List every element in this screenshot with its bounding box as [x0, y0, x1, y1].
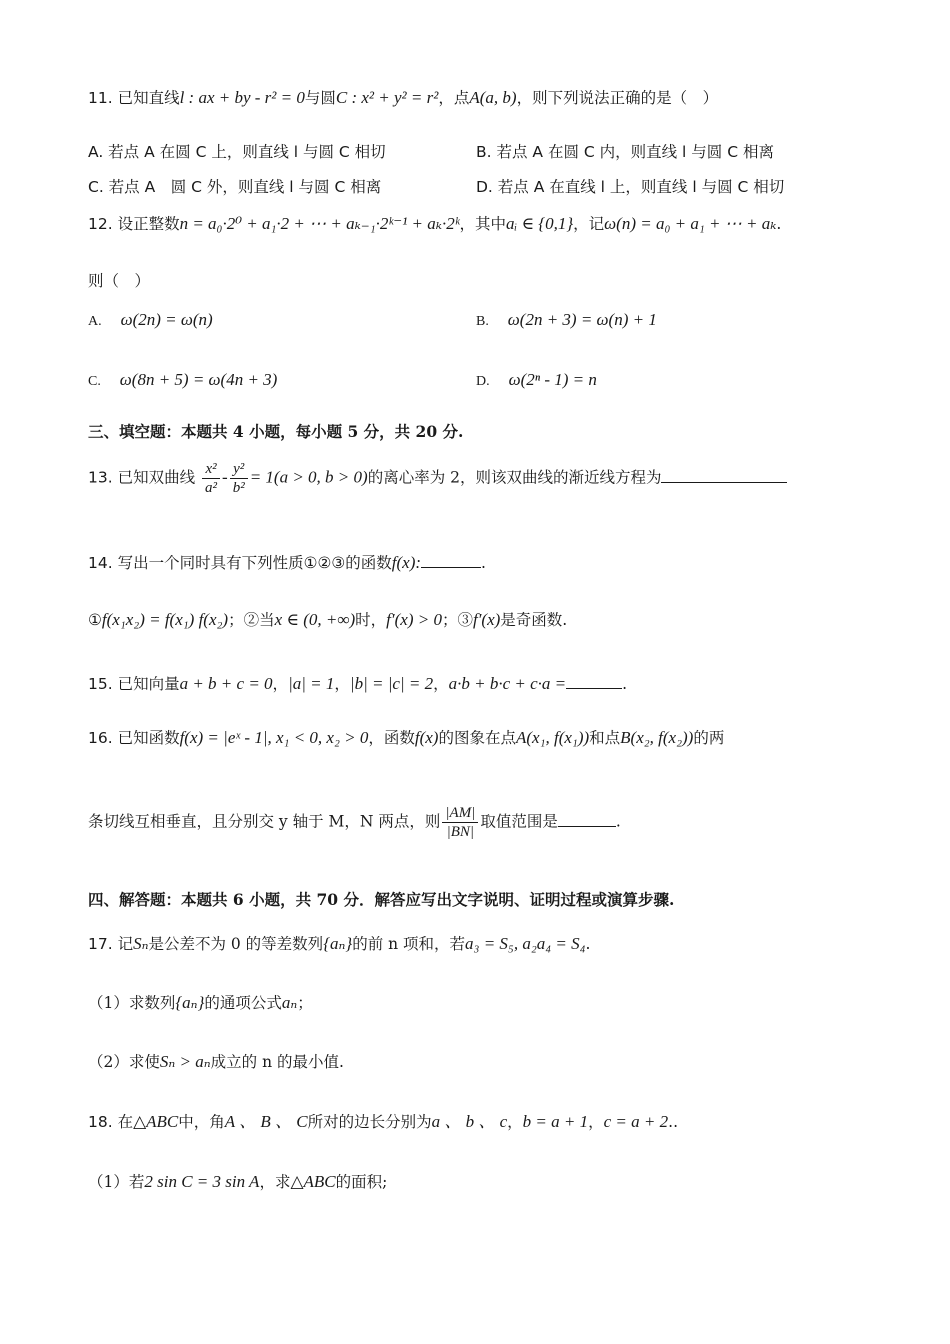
q17-p1-prefix: （1）求数列 [88, 994, 176, 1012]
q17-mid: 是公差不为 0 的等差数列 [148, 935, 324, 953]
q12-option-c [88, 370, 277, 390]
q12-option-a-math: ω(2n) = ω(n) [120, 310, 213, 329]
q12-cond: aᵢ ∈ {0,1} [506, 214, 574, 233]
q13-answer-blank[interactable] [661, 466, 787, 483]
q15-eq2: |a| = 1 [288, 674, 335, 693]
q12-option-b-label: B. [476, 314, 489, 329]
q12-end: . [776, 215, 782, 233]
q14-func: f(x): [391, 553, 422, 572]
q13-prefix: 13. 已知双曲线 [88, 468, 196, 487]
q16-line2 [88, 804, 621, 841]
q15-sep2: ， [433, 675, 449, 693]
q14-properties [88, 610, 567, 630]
q11-option-b: B. 若点 A 在圆 C 内，则直线 l 与圆 C 相离 [476, 143, 774, 161]
q12-prefix: 12. 设正整数 [88, 215, 180, 233]
q18-eq2: c = a + 2 [603, 1112, 669, 1131]
q15-end: . [622, 675, 628, 693]
q15-expr: a·b + b·c + c·a = [448, 674, 567, 693]
q18-p1-eq: 2 sin C = 3 sin A [144, 1172, 260, 1191]
q16-mid: ，函数 [368, 729, 415, 747]
q16-answer-blank[interactable] [558, 810, 616, 827]
q12-then: 则（ ） [88, 272, 151, 290]
q13-minus: - [222, 467, 228, 487]
q17-seq: {aₙ} [323, 934, 353, 953]
q14-p2-prefix: ；②当 [228, 611, 275, 629]
q12-option-a-label: A. [88, 314, 102, 329]
q13-frac-x-den: a² [205, 480, 218, 496]
q16-line2-prefix: 条切线互相垂直，且分别交 y 轴于 M，N 两点，则 [88, 812, 441, 831]
q13-rest-eq: = 1(a > 0, b > 0) [249, 467, 368, 487]
q14-p2-mid: 时， [355, 611, 387, 629]
q12-option-b-math: ω(2n + 3) = ω(n) + 1 [507, 310, 657, 329]
q18-angles: A 、 B 、 C [224, 1112, 308, 1131]
q11-stem [88, 88, 718, 108]
q11-line-eq: l : ax + by - r² = 0 [179, 88, 305, 107]
q15-prefix: 15. 已知向量 [88, 675, 180, 693]
q12-option-d [476, 370, 597, 390]
q13-suffix: 的离心率为 2，则该双曲线的渐近线方程为 [367, 468, 662, 487]
q14-answer-blank[interactable] [421, 551, 481, 568]
q12-mid2: ，记 [573, 215, 605, 233]
q17-p2-prefix: （2）求使 [88, 1053, 160, 1071]
q14-stem [88, 551, 486, 573]
q15-sep: ， [272, 675, 289, 693]
q15-eq1: a + b + c = 0 [179, 674, 273, 693]
q16-func: f(x) = |eˣ - 1|, x₁ < 0, x₂ > 0 [179, 728, 369, 747]
q18-p1-mid: ，求 [259, 1173, 291, 1191]
q18-prefix: 18. 在 [88, 1113, 134, 1131]
q14-p1-mark: ① [88, 611, 102, 629]
q12-option-d-label: D. [476, 374, 490, 389]
section4-heading: 四、解答题：本题共 6 小题，共 70 分．解答应写出文字说明、证明过程或演算步骤. [88, 890, 675, 909]
q17-sn: Sₙ [133, 934, 149, 953]
q16-fx: f(x) [414, 728, 439, 747]
q12-option-d-math: ω(2ⁿ - 1) = n [508, 370, 597, 389]
q14-p1: f(x₁x₂) = f(x₁) f(x₂) [101, 610, 229, 629]
q17-p1-seq: {aₙ} [175, 993, 205, 1012]
q17-p2-suffix: 成立的 n 的最小值. [210, 1053, 344, 1071]
q18-stem [88, 1112, 678, 1132]
q17-p2-ineq: Sₙ > aₙ [159, 1052, 211, 1071]
q11-option-a: A. 若点 A 在圆 C 上，则直线 l 与圆 C 相切 [88, 143, 386, 161]
q14-p3-suffix: 是奇函数. [500, 611, 568, 629]
q13-stem [88, 460, 787, 497]
q17-part2 [88, 1052, 344, 1072]
q15-answer-blank[interactable] [566, 672, 622, 689]
q17-p1-end: ； [297, 994, 313, 1012]
q16-mid2: 的图象在点 [438, 729, 516, 747]
q16-and: 和点 [589, 729, 621, 747]
q18-tri: △ABC [133, 1112, 179, 1131]
q16-ratio-den: |BN| [446, 824, 475, 840]
q13-frac-y-num: y² [230, 460, 248, 479]
q11-option-d: D. 若点 A 在直线 l 上，则直线 l 与圆 C 相切 [476, 178, 785, 196]
q14-end: . [481, 554, 486, 572]
exam-page [88, 0, 868, 1344]
q17-p1-an: aₙ [281, 993, 298, 1012]
q14-p2-ineq: f′(x) > 0 [386, 610, 442, 629]
q11-mid: 与圆 [304, 89, 336, 107]
q16-ratio-num: |AM| [442, 804, 478, 823]
q12-option-b [476, 310, 657, 330]
q16-point-b: B(x₂, f(x₂)) [620, 728, 694, 747]
q11-point: A(a, b) [469, 88, 517, 107]
q11-point-prefix: ，点 [438, 89, 470, 107]
q17-mid2: 的前 n 项和，若 [352, 935, 466, 953]
q12-option-c-label: C. [88, 374, 101, 389]
q14-p3-prefix: ；③ [441, 611, 473, 629]
q13-frac-y [230, 460, 248, 497]
q14-prefix: 14. 写出一个同时具有下列性质①②③的函数 [88, 554, 392, 572]
q12-omega-def: ω(n) = a₀ + a₁ + ⋯ + aₖ [604, 214, 777, 233]
q18-part1 [88, 1172, 387, 1192]
q16-suffix: 的两 [693, 729, 725, 747]
q11-option-c: C. 若点 A 圆 C 外，则直线 l 与圆 C 相离 [88, 178, 382, 196]
q16-point-a: A(x₁, f(x₁)) [515, 728, 590, 747]
q18-p1-suffix: 的面积; [335, 1173, 388, 1191]
q18-mid: 中，角 [178, 1113, 225, 1131]
q16-line2-suffix: 取值范围是 [480, 812, 558, 831]
q17-end: . [585, 935, 591, 953]
q12-stem [88, 214, 781, 234]
section3-heading: 三、填空题：本题共 4 小题，每小题 5 分，共 20 分. [88, 422, 464, 441]
q15-eq3: |b| = |c| = 2 [349, 674, 434, 693]
q18-end: .. [668, 1113, 678, 1131]
q12-mid: ，其中 [459, 215, 507, 233]
q17-prefix: 17. 记 [88, 935, 134, 953]
q17-stem [88, 934, 590, 954]
q18-sep-b: ， [588, 1113, 604, 1131]
q11-suffix: ，则下列说法正确的是（ ） [516, 89, 719, 107]
q15-sep-b: ， [334, 675, 350, 693]
q11-circle-eq: C : x² + y² = r² [335, 88, 439, 107]
q18-mid2: 所对的边长分别为 [307, 1113, 432, 1131]
q18-p1-tri: △ABC [290, 1172, 336, 1191]
q13-frac-x [202, 460, 220, 497]
q16-prefix: 16. 已知函数 [88, 729, 180, 747]
q18-eq1: b = a + 1 [522, 1112, 589, 1131]
q12-n-eq: n = a₀·2⁰ + a₁·2 + ⋯ + aₖ₋₁·2ᵏ⁻¹ + aₖ·2ᵏ [179, 214, 460, 233]
q14-p2-cond: x ∈ (0, +∞) [274, 610, 356, 629]
q16-end: . [615, 812, 621, 831]
q17-p1-mid: 的通项公式 [204, 994, 282, 1012]
q15-stem [88, 672, 627, 694]
q16-stem [88, 728, 724, 748]
q16-ratio [442, 804, 478, 841]
q13-frac-y-den: b² [232, 480, 245, 496]
q12-option-c-math: ω(8n + 5) = ω(4n + 3) [119, 370, 278, 389]
q13-frac-x-num: x² [202, 460, 220, 479]
q17-part1 [88, 993, 313, 1013]
q18-p1-prefix: （1）若 [88, 1173, 145, 1191]
q12-option-a [88, 310, 213, 330]
q14-p3: f′(x) [472, 610, 501, 629]
q18-sides: a 、 b 、 c [431, 1112, 508, 1131]
q18-sep: ， [507, 1113, 523, 1131]
q11-prefix: 11. 已知直线 [88, 89, 180, 107]
q17-cond: a₃ = S₅, a₂a₄ = S₄ [465, 934, 586, 953]
